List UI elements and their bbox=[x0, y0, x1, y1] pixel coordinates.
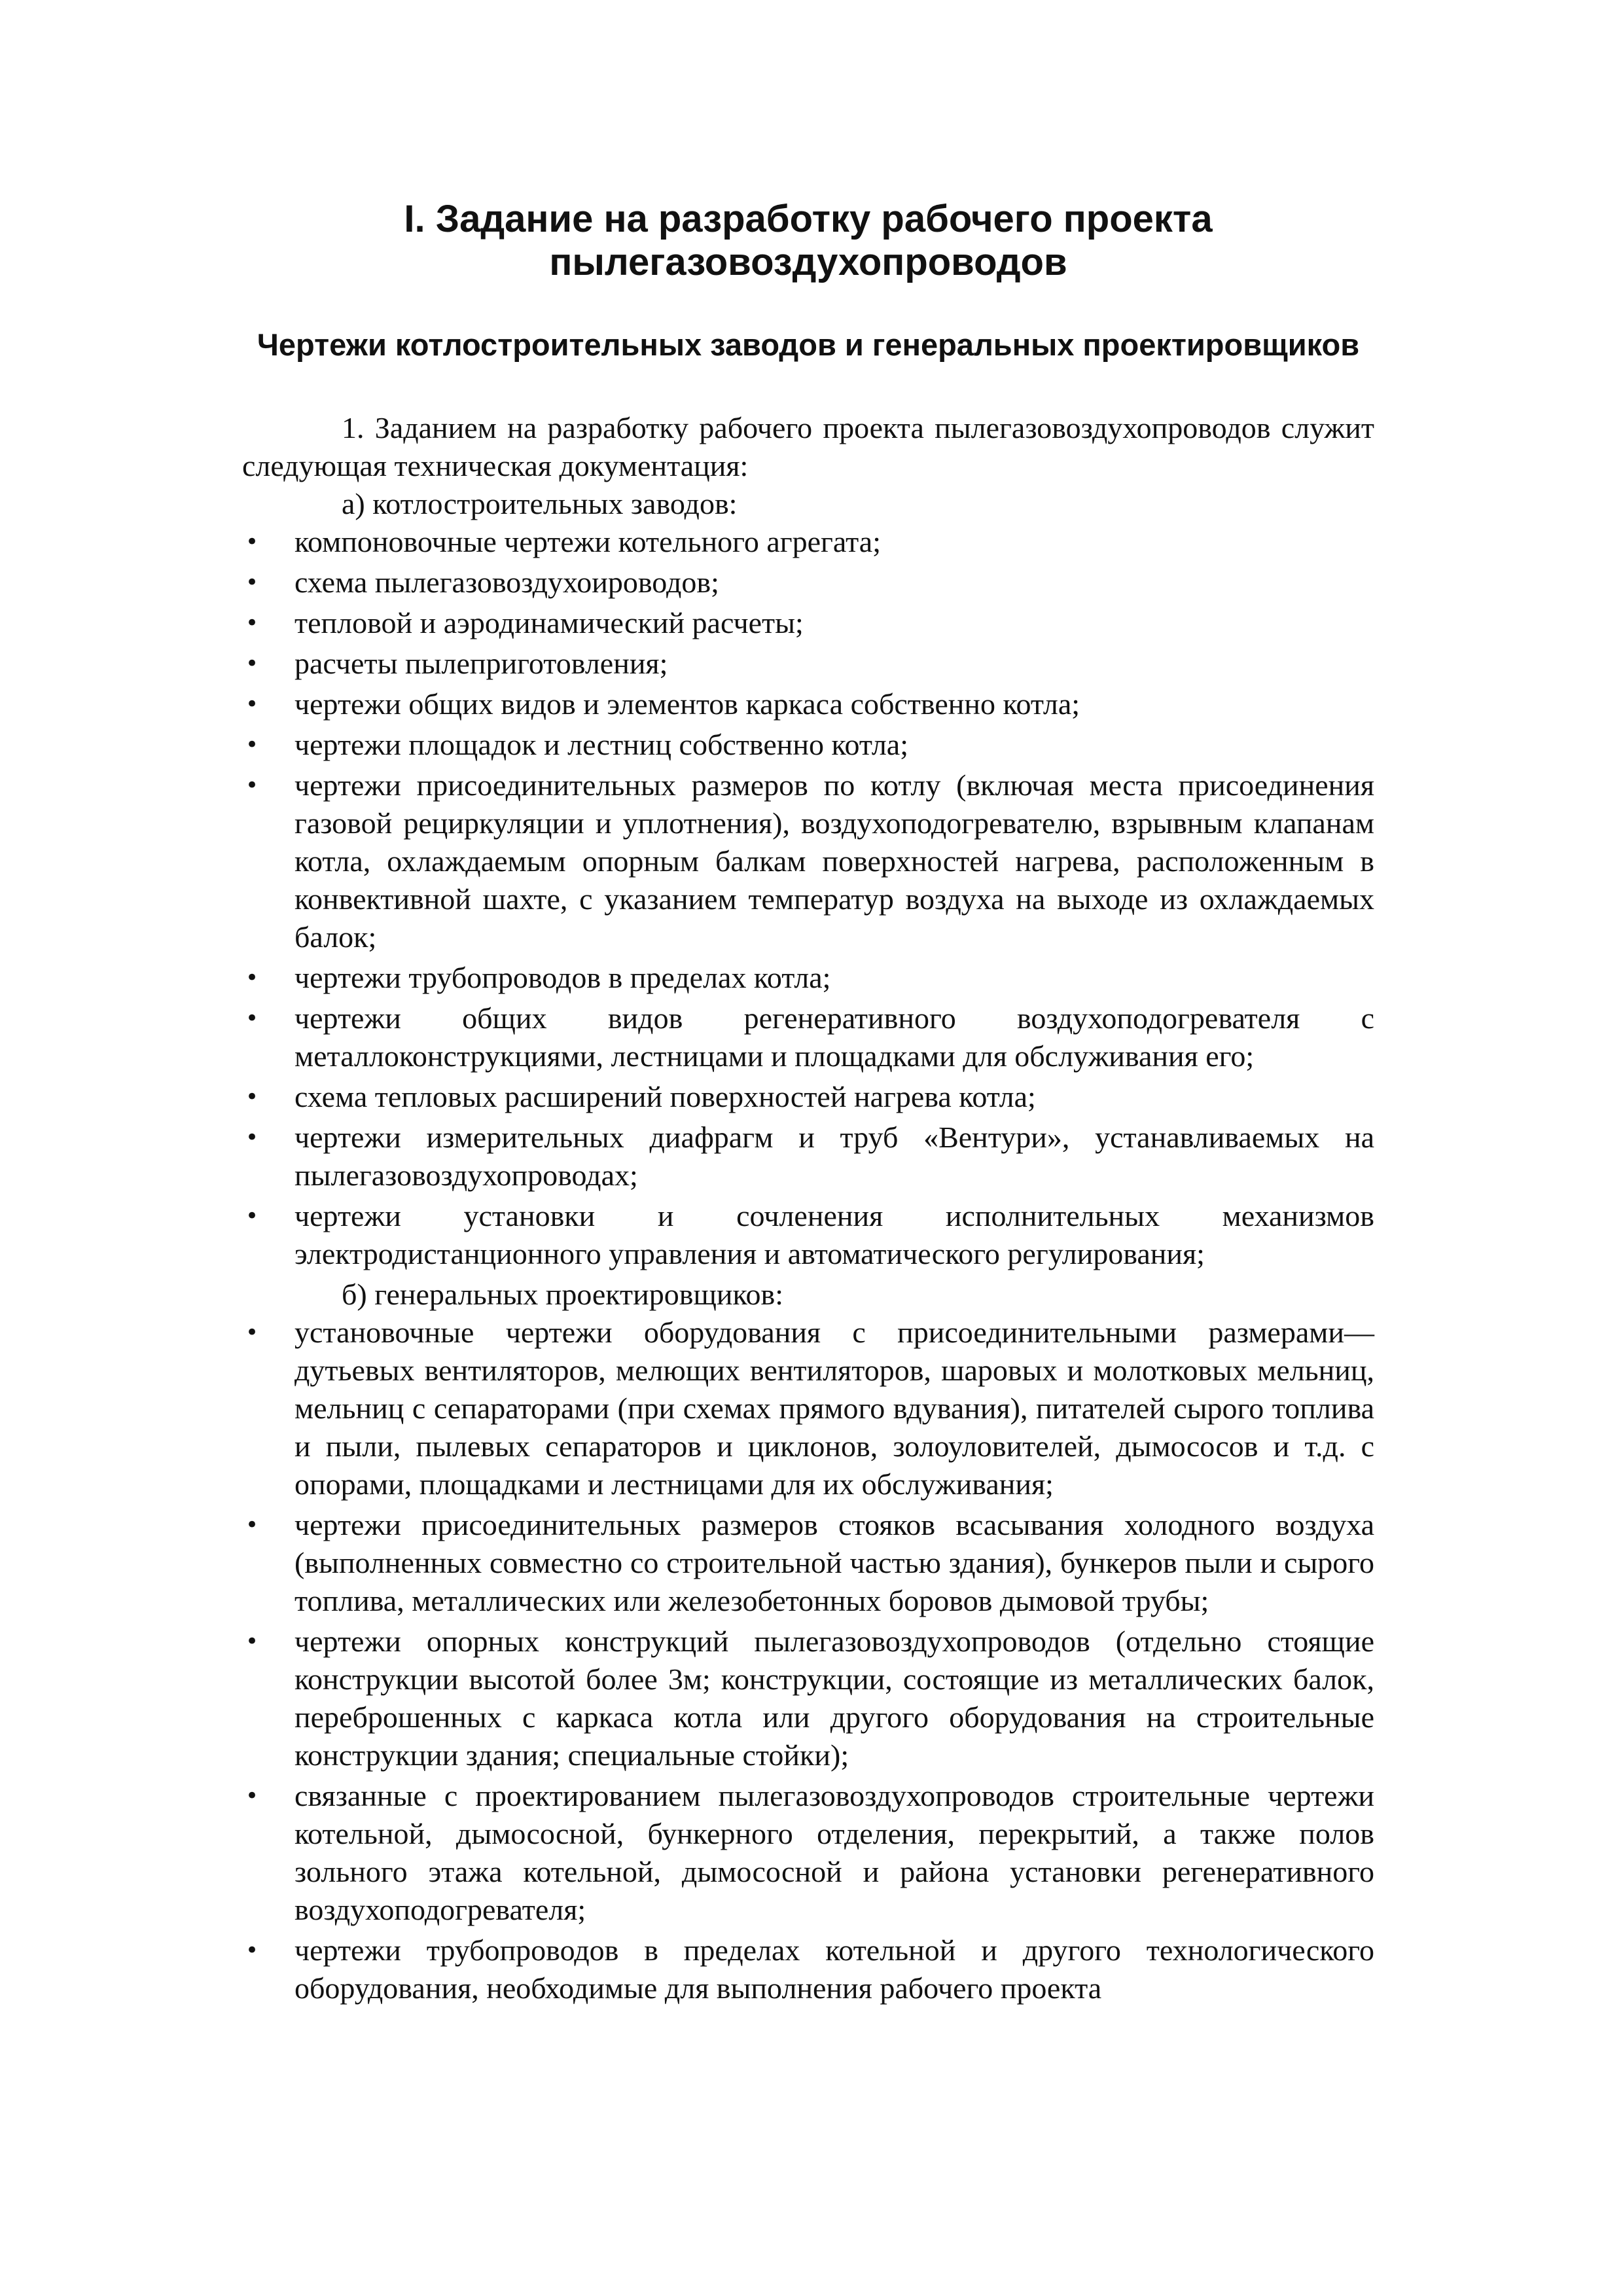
document-page bbox=[242, 0, 1374, 2296]
list-item-text: схема пылегазовоздухоироводов; bbox=[294, 565, 719, 599]
list-item-text: чертежи опорных конструкций пылегазовоздухопроводов (отдельно стоящие конструкции высотой более 3м; конструкции, состоящие из металлических балок, переброшенных с каркаса котла или другого оборудования на строительные конструкции здания; специальные стойки); bbox=[294, 1624, 1374, 1772]
list-item bbox=[242, 1119, 1374, 1194]
bullet-icon: • bbox=[245, 1783, 259, 1809]
list-item-text: чертежи измерительных диафрагм и труб «Вентури», устанавливаемых на пылегазовоздухопроводах; bbox=[294, 1121, 1374, 1192]
list-item bbox=[242, 1314, 1374, 1503]
list-item bbox=[242, 1078, 1374, 1116]
list-item-text: чертежи трубопроводов в пределах котла; bbox=[294, 961, 831, 994]
list-item bbox=[242, 1197, 1374, 1273]
list-item bbox=[242, 685, 1374, 723]
bullet-icon: • bbox=[245, 732, 259, 758]
list-item bbox=[242, 1623, 1374, 1774]
bullet-icon: • bbox=[245, 1005, 259, 1031]
list-item-text: установочные чертежи оборудования с присоединительными размерами— дутьевых вентиляторов, мелющих вентиляторов, шаровых и молотковых мельниц, мельниц с сепараторами (при схемах прямого вдувания), питателей сырого топлива и пыли, пылевых сепараторов и циклонов, золоуловителей, дымососов и т.д. с опорами, площадками и лестницами для их обслуживания; bbox=[294, 1316, 1374, 1501]
list-item bbox=[242, 1506, 1374, 1620]
section-a-label: а) котлостроительных заводов: bbox=[342, 487, 738, 520]
list-item-text: тепловой и аэродинамический расчеты; bbox=[294, 606, 804, 639]
list-item bbox=[242, 1931, 1374, 2007]
list-item bbox=[242, 726, 1374, 764]
bullet-icon: • bbox=[245, 1124, 259, 1151]
list-item-text: чертежи трубопроводов в пределах котельной и другого технологического оборудования, необходимые для выполнения рабочего проекта bbox=[294, 1933, 1374, 2005]
bullet-icon: • bbox=[245, 965, 259, 991]
document-title: I. Задание на разработку рабочего проекта пылегазовоздухопроводов bbox=[404, 198, 1213, 283]
list-item-text: чертежи присоединительных размеров по котлу (включая места присоединения газовой рециркуляции и уплотнения), воздухоподогревателю, взрывным клапанам котла, охлаждаемым опорным балкам поверхностей нагрева, расположенным в конвективной шахте, с указанием температур воздуха на выходе из охлаждаемых балок; bbox=[294, 768, 1374, 954]
bullet-icon: • bbox=[245, 1937, 259, 1964]
bullet-icon: • bbox=[245, 1203, 259, 1229]
bullet-icon: • bbox=[245, 772, 259, 798]
list-item-text: чертежи общих видов регенеративного воздухоподогревателя с металлоконструкциями, лестницами и площадками для обслуживания его; bbox=[294, 1001, 1374, 1073]
document-body bbox=[242, 409, 1374, 2010]
list-item bbox=[242, 564, 1374, 601]
list-item bbox=[242, 959, 1374, 997]
list-item bbox=[242, 604, 1374, 642]
list-item bbox=[242, 999, 1374, 1075]
bullet-icon: • bbox=[245, 1512, 259, 1538]
list-item bbox=[242, 523, 1374, 561]
bullet-icon: • bbox=[245, 1628, 259, 1655]
list-item-text: чертежи установки и сочленения исполнительных механизмов электродистанционного управления и автоматического регулирования; bbox=[294, 1199, 1374, 1270]
list-item-text: чертежи общих видов и элементов каркаса собственно котла; bbox=[294, 687, 1080, 721]
intro-paragraph: 1. Заданием на разработку рабочего проекта пылегазовоздухопроводов служит следующая техническая документация: bbox=[242, 411, 1374, 482]
section-b-label: б) генеральных проектировщиков: bbox=[342, 1278, 784, 1311]
list-item-text: чертежи площадок и лестниц собственно котла; bbox=[294, 728, 908, 761]
bullet-icon: • bbox=[245, 569, 259, 596]
bullet-icon: • bbox=[245, 529, 259, 555]
list-item-text: расчеты пылеприготовления; bbox=[294, 647, 668, 680]
list-item-text: схема тепловых расширений поверхностей нагрева котла; bbox=[294, 1080, 1036, 1113]
list-item-text: компоновочные чертежи котельного агрегата; bbox=[294, 525, 881, 558]
list-item bbox=[242, 766, 1374, 956]
section-b-list bbox=[242, 1314, 1374, 2007]
list-item bbox=[242, 645, 1374, 683]
section-subtitle: Чертежи котлостроительных заводов и генеральных проектировщиков bbox=[257, 327, 1360, 362]
list-item-text: чертежи присоединительных размеров стояков всасывания холодного воздуха (выполненных совместно со строительной частью здания), бункеров пыли и сырого топлива, металлических или железобетонных боровов дымовой трубы; bbox=[294, 1508, 1374, 1617]
bullet-icon: • bbox=[245, 691, 259, 717]
bullet-icon: • bbox=[245, 1319, 259, 1346]
list-item-text: связанные с проектированием пылегазовоздухопроводов строительные чертежи котельной, дымососной, бункерного отделения, перекрытий, а также полов зольного этажа котельной, дымососной и района установки регенеративного воздухоподогревателя; bbox=[294, 1779, 1374, 1926]
bullet-icon: • bbox=[245, 1084, 259, 1110]
list-item bbox=[242, 1777, 1374, 1929]
bullet-icon: • bbox=[245, 651, 259, 677]
bullet-icon: • bbox=[245, 610, 259, 636]
section-a-list bbox=[242, 523, 1374, 1273]
